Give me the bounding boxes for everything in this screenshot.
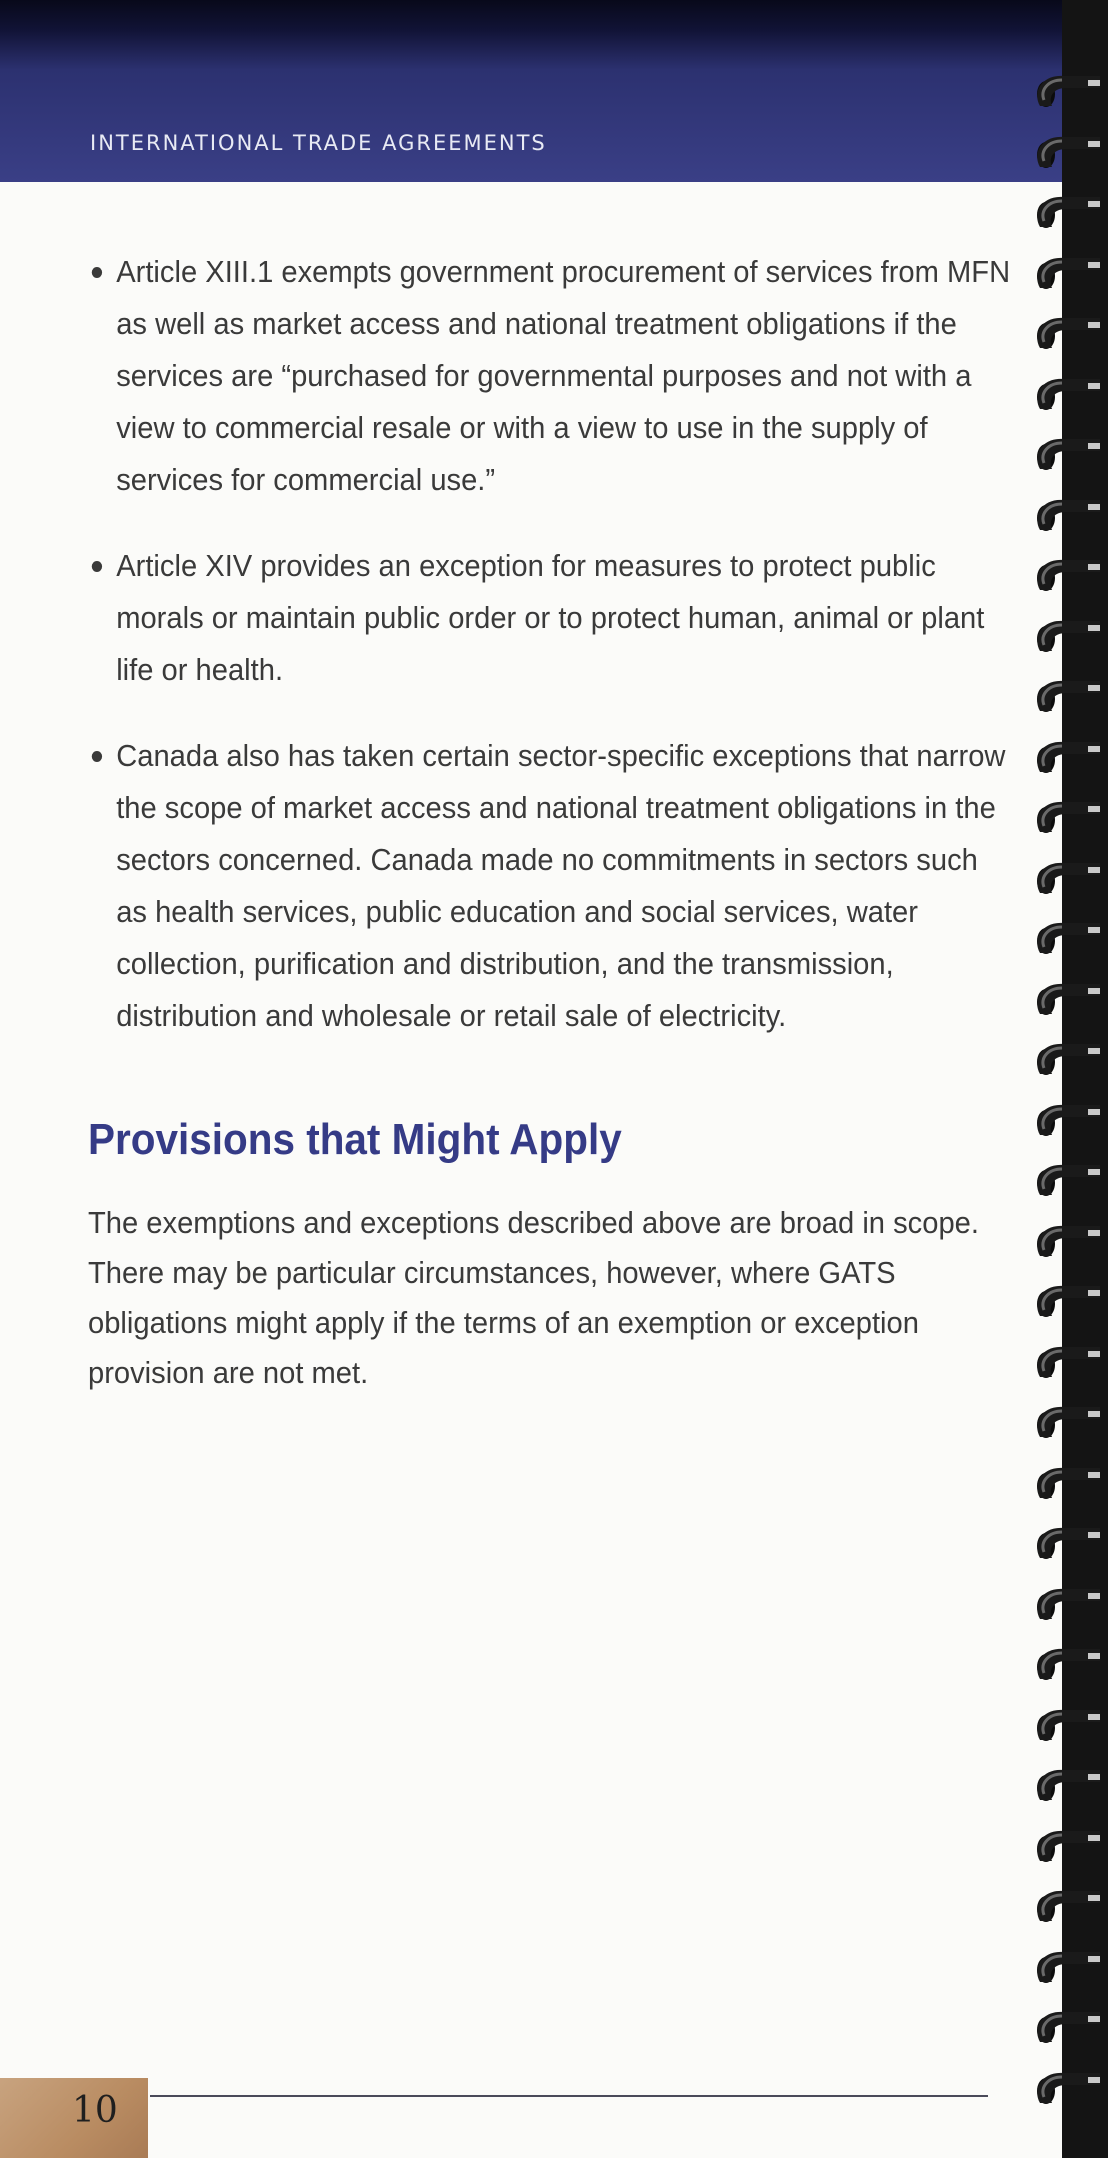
binding-ring	[1028, 1514, 1108, 1574]
binding-ring	[1028, 909, 1108, 969]
binding-ring	[1028, 546, 1108, 606]
binding-ring	[1028, 1575, 1108, 1635]
binding-ring	[1028, 1393, 1108, 1453]
footer-rule	[150, 2095, 988, 2097]
binding-ring	[1028, 788, 1108, 848]
binding-ring	[1028, 304, 1108, 364]
bullet-item-article-xiv	[88, 540, 1014, 696]
binding-ring	[1028, 728, 1108, 788]
bullet-item-sector-exceptions	[88, 730, 1014, 1042]
section-paragraph: The exemptions and exceptions described above are broad in scope. There may be particular circumstances, however, where GATS obligations might apply if the terms of an exemption or exception provision are not met.	[88, 1205, 979, 1390]
bullet-icon	[92, 561, 102, 572]
binding-ring	[1028, 970, 1108, 1030]
binding-ring	[1028, 123, 1108, 183]
binding-ring	[1028, 425, 1108, 485]
bullet-list	[88, 246, 1011, 1076]
binding-ring	[1028, 849, 1108, 909]
bullet-item-article-xiii	[88, 246, 1014, 506]
binding-ring	[1028, 1272, 1108, 1332]
binding-ring	[1028, 365, 1108, 425]
binding-ring	[1028, 2059, 1108, 2119]
binding-ring	[1028, 1635, 1108, 1695]
section-heading: Provisions that Might Apply	[88, 1115, 622, 1164]
bullet-icon	[92, 267, 102, 278]
binding-ring	[1028, 486, 1108, 546]
binding-ring	[1028, 607, 1108, 667]
bullet-text: Article XIV provides an exception for measures to protect public morals or maintain public order or to protect human, animal or plant life or health.	[116, 548, 985, 687]
binding-ring	[1028, 1151, 1108, 1211]
bullet-text: Article XIII.1 exempts government procurement of services from MFN as well as market access and national treatment obligations if the services are “purchased for governmental purposes and not with a view to commercial resale or with a view to use in the supply of services for commercial use.”	[116, 254, 1011, 497]
binding-ring	[1028, 667, 1108, 727]
binding-ring	[1028, 62, 1108, 122]
binding-ring	[1028, 1998, 1108, 2058]
binding-ring	[1028, 1454, 1108, 1514]
running-header: INTERNATIONAL TRADE AGREEMENTS	[90, 131, 547, 155]
binding-ring	[1028, 1333, 1108, 1393]
binding-ring	[1028, 1877, 1108, 1937]
binding-ring	[1028, 1091, 1108, 1151]
binding-ring	[1028, 1030, 1108, 1090]
spiral-binding	[1028, 0, 1108, 2158]
binding-ring	[1028, 1212, 1108, 1272]
bullet-text: Canada also has taken certain sector-specific exceptions that narrow the scope of market access and national treatment obligations in the sectors concerned. Canada made no commitments in sectors such as health services, public education and social services, water collection, purification and distribution, and the transmission, distribution and wholesale or retail sale of electricity.	[116, 738, 1006, 1033]
binding-ring	[1028, 244, 1108, 304]
binding-ring	[1028, 183, 1108, 243]
page-number: 10	[72, 2090, 118, 2131]
binding-ring	[1028, 1696, 1108, 1756]
binding-ring	[1028, 1938, 1108, 1998]
bullet-icon	[92, 751, 102, 762]
binding-ring	[1028, 1756, 1108, 1816]
header-band	[0, 0, 1062, 182]
binding-ring	[1028, 1817, 1108, 1877]
